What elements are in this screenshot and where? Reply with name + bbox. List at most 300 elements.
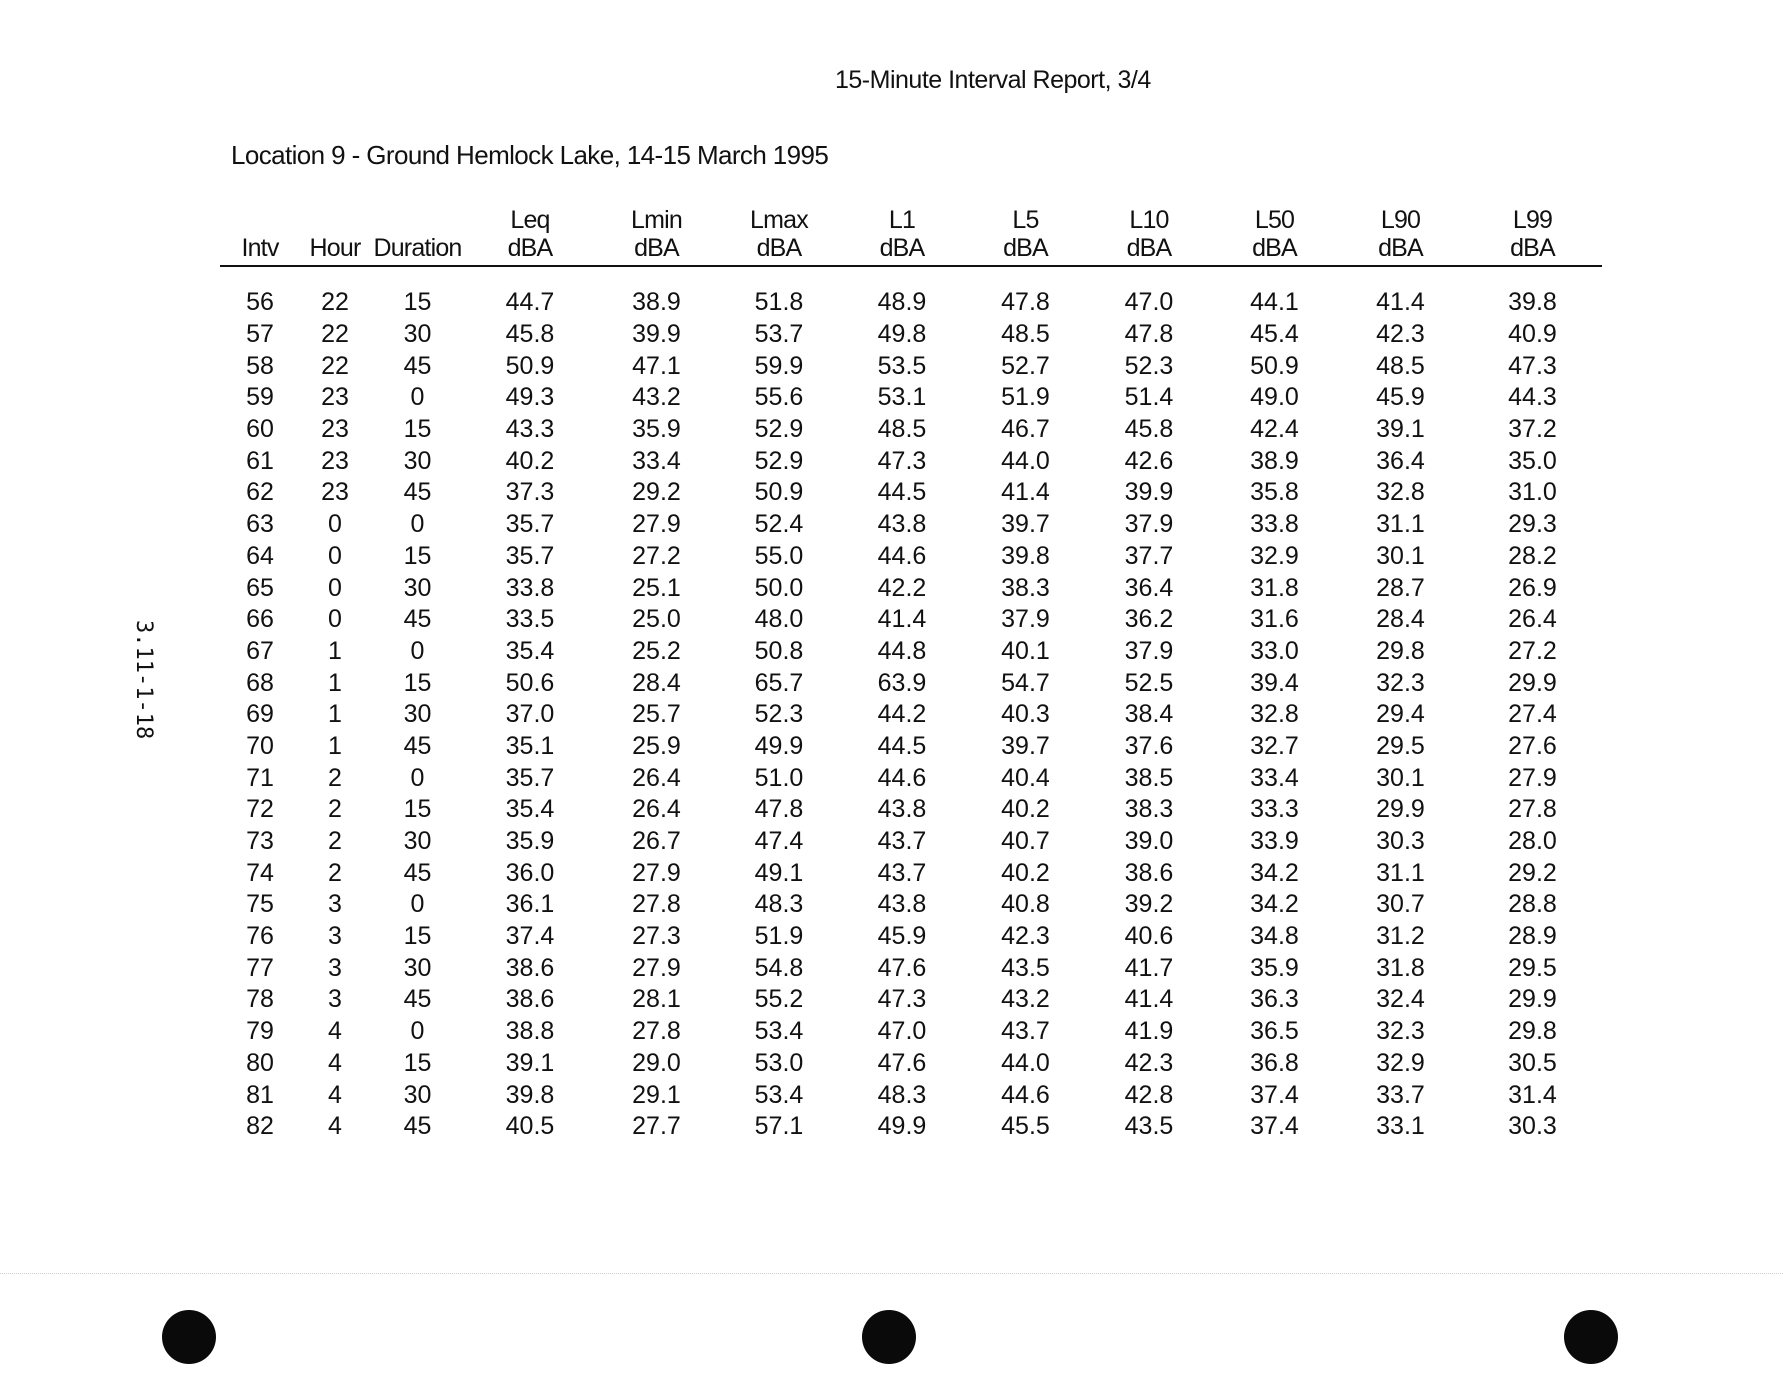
table-cell: 53.4 <box>754 1080 804 1109</box>
table-cell: 63.9 <box>877 668 927 697</box>
table-cell: 52.7 <box>1001 351 1050 380</box>
table-cell: 27.3 <box>632 922 681 951</box>
table-cell: 49.9 <box>754 731 804 760</box>
table-cell: 82 <box>246 1112 274 1141</box>
column-header-name: Lmax <box>750 206 808 234</box>
table-cell: 68 <box>246 668 274 697</box>
table-cell: 31.1 <box>1376 510 1425 539</box>
table-cell: 35.4 <box>505 636 555 665</box>
column-header-unit: Hour <box>309 234 361 262</box>
table-cell: 49.9 <box>877 1112 927 1141</box>
table-cell: 27.7 <box>632 1112 681 1141</box>
table-cell: 30 <box>403 446 432 475</box>
table-cell: 23 <box>321 446 349 475</box>
table-cell: 54.7 <box>1001 668 1050 697</box>
table-cell: 43.5 <box>1001 953 1050 982</box>
table-cell: 48.5 <box>877 415 927 444</box>
table-cell: 43.2 <box>632 383 681 412</box>
table-cell: 37.6 <box>1124 731 1174 760</box>
table-cell: 29.8 <box>1376 636 1425 665</box>
table-cell: 50.6 <box>505 668 555 697</box>
table-cell: 23 <box>321 415 349 444</box>
table-cell: 40.8 <box>1001 890 1050 919</box>
table-cell: 35.7 <box>505 763 555 792</box>
table-cell: 30 <box>403 320 432 349</box>
table-cell: 15 <box>403 668 432 697</box>
table-cell: 37.9 <box>1124 510 1174 539</box>
table-cell: 45.5 <box>1001 1112 1050 1141</box>
table-row <box>220 509 1602 541</box>
table-cell: 22 <box>321 288 349 317</box>
table-cell: 26.4 <box>1508 605 1557 634</box>
table-row <box>220 1079 1602 1111</box>
table-cell: 31.1 <box>1376 858 1425 887</box>
column-header-name: L90 <box>1380 206 1421 234</box>
table-cell: 15 <box>403 795 432 824</box>
table-cell: 80 <box>246 1048 274 1077</box>
table-cell: 47.3 <box>1508 351 1557 380</box>
column-header <box>1087 206 1211 266</box>
table-cell: 2 <box>328 763 342 792</box>
table-cell: 49.8 <box>877 320 927 349</box>
column-header-unit: dBA <box>879 234 925 262</box>
table-cell: 67 <box>246 636 274 665</box>
location-title: Location 9 - Ground Hemlock Lake, 14-15 March 1995 <box>231 140 829 170</box>
table-cell: 29.1 <box>632 1080 681 1109</box>
column-header-unit: dBA <box>1252 234 1297 262</box>
table-cell: 30 <box>403 573 432 602</box>
table-cell: 45 <box>403 351 432 380</box>
table-cell: 59 <box>246 383 274 412</box>
column-header-unit: Duration <box>373 234 462 262</box>
table-cell: 37.4 <box>1250 1080 1299 1109</box>
table-cell: 28.8 <box>1508 890 1557 919</box>
column-header-name: Leq <box>510 206 550 234</box>
table-row <box>220 604 1602 636</box>
table-cell: 29.9 <box>1508 668 1557 697</box>
table-cell: 33.4 <box>632 446 681 475</box>
table-cell: 22 <box>321 320 349 349</box>
table-cell: 75 <box>246 890 274 919</box>
table-cell: 27.8 <box>632 890 681 919</box>
table-cell: 36.2 <box>1124 605 1174 634</box>
table-cell: 26.7 <box>632 827 681 856</box>
table-row <box>220 826 1602 858</box>
table-cell: 40.1 <box>1001 636 1050 665</box>
table-cell: 35.1 <box>505 731 555 760</box>
table-cell: 29.8 <box>1508 1017 1557 1046</box>
table-cell: 52.5 <box>1124 668 1174 697</box>
table-cell: 69 <box>246 700 274 729</box>
table-cell: 39.9 <box>632 320 681 349</box>
table-cell: 42.6 <box>1124 446 1174 475</box>
table-cell: 60 <box>246 415 274 444</box>
table-cell: 36.0 <box>505 858 555 887</box>
table-cell: 30.7 <box>1376 890 1425 919</box>
table-cell: 37.9 <box>1001 605 1050 634</box>
table-cell: 52.9 <box>754 415 804 444</box>
table-cell: 35.8 <box>1250 478 1299 507</box>
table-cell: 44.3 <box>1508 383 1557 412</box>
table-row <box>220 266 1602 319</box>
table-cell: 47.8 <box>754 795 804 824</box>
table-cell: 3 <box>328 922 342 951</box>
table-cell: 49.0 <box>1250 383 1299 412</box>
table-cell: 42.8 <box>1124 1080 1174 1109</box>
table-cell: 63 <box>246 510 274 539</box>
table-cell: 44.7 <box>505 288 555 317</box>
table-cell: 43.3 <box>505 415 555 444</box>
table-cell: 79 <box>246 1017 274 1046</box>
table-cell: 33.9 <box>1250 827 1299 856</box>
table-cell: 45 <box>403 985 432 1014</box>
table-cell: 32.9 <box>1376 1048 1425 1077</box>
table-cell: 37.0 <box>505 700 555 729</box>
table-cell: 54.8 <box>754 953 804 982</box>
table-cell: 36.1 <box>505 890 555 919</box>
table-cell: 0 <box>410 890 425 919</box>
table-cell: 44.1 <box>1250 288 1299 317</box>
table-cell: 28.4 <box>632 668 681 697</box>
table-row <box>220 382 1602 414</box>
table-cell: 39.8 <box>1001 541 1050 570</box>
table-cell: 26.4 <box>632 763 681 792</box>
table-cell: 47.6 <box>877 953 927 982</box>
table-row <box>220 1111 1602 1143</box>
table-cell: 23 <box>321 383 349 412</box>
table-cell: 35.7 <box>505 510 555 539</box>
table-cell: 33.1 <box>1376 1112 1425 1141</box>
table-cell: 42.3 <box>1376 320 1425 349</box>
table-cell: 39.1 <box>505 1048 555 1077</box>
table-cell: 47.0 <box>877 1017 927 1046</box>
table-row <box>220 762 1602 794</box>
table-cell: 39.8 <box>505 1080 555 1109</box>
table-cell: 45.4 <box>1250 320 1299 349</box>
table-cell: 47.3 <box>877 446 927 475</box>
table-cell: 28.1 <box>632 985 681 1014</box>
table-row <box>220 1048 1602 1080</box>
table-cell: 58 <box>246 351 274 380</box>
table-cell: 57 <box>246 320 274 349</box>
table-cell: 26.9 <box>1508 573 1557 602</box>
table-cell: 42.3 <box>1124 1048 1174 1077</box>
table-cell: 77 <box>246 953 274 982</box>
table-cell: 59.9 <box>754 351 804 380</box>
table-cell: 27.8 <box>632 1017 681 1046</box>
table-cell: 36.4 <box>1124 573 1174 602</box>
table-cell: 52.4 <box>754 510 804 539</box>
table-cell: 48.0 <box>754 605 804 634</box>
table-cell: 35.0 <box>1508 446 1557 475</box>
table-cell: 38.3 <box>1001 573 1050 602</box>
table-cell: 40.2 <box>1001 858 1050 887</box>
table-cell: 47.8 <box>1124 320 1174 349</box>
table-cell: 33.0 <box>1250 636 1299 665</box>
table-cell: 40.6 <box>1124 922 1174 951</box>
report-title: 15-Minute Interval Report, 3/4 <box>835 66 1151 94</box>
table-cell: 33.8 <box>505 573 555 602</box>
table-cell: 27.2 <box>632 541 681 570</box>
table-cell: 30.5 <box>1508 1048 1557 1077</box>
table-cell: 0 <box>410 636 425 665</box>
table-cell: 0 <box>328 541 342 570</box>
table-cell: 37.7 <box>1124 541 1174 570</box>
table-cell: 65 <box>246 573 274 602</box>
table-cell: 1 <box>328 636 342 665</box>
table-cell: 43.7 <box>877 827 927 856</box>
table-cell: 36.5 <box>1250 1017 1299 1046</box>
table-cell: 32.3 <box>1376 1017 1425 1046</box>
table-cell: 2 <box>328 827 342 856</box>
table-cell: 40.5 <box>505 1112 555 1141</box>
table-cell: 3 <box>328 985 342 1014</box>
table-cell: 50.8 <box>754 636 804 665</box>
table-cell: 48.9 <box>877 288 927 317</box>
table-cell: 47.3 <box>877 985 927 1014</box>
table-cell: 4 <box>328 1017 342 1046</box>
table-cell: 30.3 <box>1508 1112 1557 1141</box>
table-cell: 45 <box>403 1112 432 1141</box>
table-cell: 28.0 <box>1508 827 1557 856</box>
column-header-name: L5 <box>1012 206 1039 234</box>
table-cell: 31.4 <box>1508 1080 1557 1109</box>
column-header <box>220 206 300 266</box>
table-cell: 36.4 <box>1376 446 1425 475</box>
table-cell: 38.3 <box>1124 795 1174 824</box>
table-cell: 39.1 <box>1376 415 1425 444</box>
table-row <box>220 445 1602 477</box>
column-header-name <box>220 206 300 234</box>
table-cell: 41.4 <box>877 605 927 634</box>
table-cell: 38.9 <box>1250 446 1299 475</box>
table-cell: 46.7 <box>1001 415 1050 444</box>
table-cell: 1 <box>328 668 342 697</box>
table-cell: 48.3 <box>877 1080 927 1109</box>
table-cell: 34.2 <box>1250 890 1299 919</box>
table-cell: 31.0 <box>1508 478 1557 507</box>
table-cell: 39.0 <box>1124 827 1174 856</box>
table-row <box>220 699 1602 731</box>
table-cell: 1 <box>328 700 342 729</box>
table-cell: 45.9 <box>877 922 927 951</box>
table-cell: 37.4 <box>1250 1112 1299 1141</box>
column-header-name <box>300 206 370 234</box>
table-cell: 0 <box>410 510 425 539</box>
table-cell: 42.3 <box>1001 922 1050 951</box>
table-cell: 29.0 <box>632 1048 681 1077</box>
table-cell: 35.7 <box>505 541 555 570</box>
table-cell: 37.4 <box>505 922 555 951</box>
column-header-unit: Intv <box>241 234 279 262</box>
table-row <box>220 541 1602 573</box>
footer-divider <box>0 1273 1783 1274</box>
table-cell: 49.1 <box>754 858 804 887</box>
table-cell: 35.9 <box>505 827 555 856</box>
table-header <box>220 206 1602 266</box>
table-cell: 48.3 <box>754 890 804 919</box>
table-cell: 47.6 <box>877 1048 927 1077</box>
punch-hole-right <box>1564 1310 1618 1364</box>
table-cell: 47.4 <box>754 827 804 856</box>
table-cell: 30 <box>403 827 432 856</box>
table-cell: 27.9 <box>632 858 681 887</box>
column-header-name: L1 <box>888 206 916 234</box>
table-cell: 43.8 <box>877 890 927 919</box>
column-header-unit: dBA <box>756 234 802 262</box>
table-cell: 43.7 <box>1001 1017 1050 1046</box>
column-header-unit: dBA <box>634 234 679 262</box>
table-cell: 41.7 <box>1124 953 1174 982</box>
table-row <box>220 731 1602 763</box>
table-cell: 40.7 <box>1001 827 1050 856</box>
column-header <box>964 206 1087 266</box>
table-cell: 42.2 <box>877 573 927 602</box>
table-cell: 52.3 <box>754 700 804 729</box>
table-cell: 28.7 <box>1376 573 1425 602</box>
table-cell: 73 <box>246 827 274 856</box>
table-cell: 72 <box>246 795 274 824</box>
table-cell: 51.4 <box>1124 383 1174 412</box>
table-cell: 22 <box>321 351 349 380</box>
table-row <box>220 984 1602 1016</box>
table-row <box>220 636 1602 668</box>
table-cell: 2 <box>328 795 342 824</box>
table-row <box>220 857 1602 889</box>
table-row <box>220 350 1602 382</box>
table-row <box>220 921 1602 953</box>
table-cell: 41.4 <box>1001 478 1050 507</box>
table-cell: 40.4 <box>1001 763 1050 792</box>
table-cell: 30 <box>403 1080 432 1109</box>
page-code: 3.11-1-18 <box>131 620 156 740</box>
table-cell: 31.6 <box>1250 605 1299 634</box>
table-cell: 38.6 <box>505 953 555 982</box>
table-cell: 45 <box>403 605 432 634</box>
column-header-name: L50 <box>1254 206 1295 234</box>
table-cell: 74 <box>246 858 274 887</box>
table-cell: 27.9 <box>1508 763 1557 792</box>
column-header <box>1211 206 1338 266</box>
table-cell: 45.8 <box>1124 415 1174 444</box>
table-cell: 30 <box>403 700 432 729</box>
table-cell: 32.8 <box>1250 700 1299 729</box>
table-cell: 45.8 <box>505 320 555 349</box>
column-header <box>840 206 964 266</box>
table-cell: 0 <box>328 510 342 539</box>
table-cell: 65.7 <box>754 668 804 697</box>
table-cell: 28.4 <box>1376 605 1425 634</box>
table-cell: 44.5 <box>877 731 927 760</box>
table-cell: 44.0 <box>1001 446 1050 475</box>
table-cell: 39.4 <box>1250 668 1299 697</box>
table-cell: 35.9 <box>632 415 681 444</box>
table-cell: 39.2 <box>1124 890 1174 919</box>
table-cell: 56 <box>246 288 274 317</box>
table-cell: 50.9 <box>1250 351 1299 380</box>
interval-data-table <box>220 206 1602 1143</box>
table-cell: 32.8 <box>1376 478 1425 507</box>
table-cell: 15 <box>403 288 432 317</box>
column-header-unit: dBA <box>1510 234 1555 262</box>
table-cell: 33.5 <box>505 605 555 634</box>
column-header <box>465 206 595 266</box>
table-row <box>220 1016 1602 1048</box>
table-cell: 43.8 <box>877 510 927 539</box>
table-cell: 1 <box>328 731 342 760</box>
table-cell: 39.7 <box>1001 510 1050 539</box>
table-cell: 35.9 <box>1250 953 1299 982</box>
header-row <box>220 206 1602 266</box>
table-cell: 28.2 <box>1508 541 1557 570</box>
table-cell: 33.8 <box>1250 510 1299 539</box>
table-cell: 53.7 <box>754 320 804 349</box>
table-cell: 32.4 <box>1376 985 1425 1014</box>
table-row <box>220 572 1602 604</box>
table-cell: 44.2 <box>877 700 927 729</box>
table-cell: 31.2 <box>1376 922 1425 951</box>
table-cell: 27.9 <box>632 510 681 539</box>
table-cell: 25.9 <box>632 731 681 760</box>
table-cell: 55.0 <box>754 541 804 570</box>
table-cell: 76 <box>246 922 274 951</box>
table-cell: 37.3 <box>505 478 555 507</box>
table-cell: 33.3 <box>1250 795 1299 824</box>
table-cell: 15 <box>403 541 432 570</box>
table-cell: 0 <box>410 383 425 412</box>
column-header <box>595 206 718 266</box>
table-cell: 53.1 <box>877 383 927 412</box>
table-cell: 38.9 <box>632 288 681 317</box>
column-header <box>300 206 370 266</box>
table-cell: 33.4 <box>1250 763 1299 792</box>
column-header <box>370 206 465 266</box>
table-cell: 30 <box>403 953 432 982</box>
table-body <box>220 266 1602 1143</box>
table-cell: 52.3 <box>1124 351 1174 380</box>
table-cell: 43.5 <box>1124 1112 1174 1141</box>
table-cell: 0 <box>410 1017 425 1046</box>
table-cell: 4 <box>328 1080 342 1109</box>
table-cell: 49.3 <box>505 383 555 412</box>
table-cell: 39.8 <box>1508 288 1557 317</box>
column-header <box>1338 206 1463 266</box>
table-cell: 51.8 <box>754 288 804 317</box>
table-cell: 39.9 <box>1124 478 1174 507</box>
table-cell: 25.7 <box>632 700 681 729</box>
table-cell: 44.6 <box>1001 1080 1050 1109</box>
table-cell: 43.2 <box>1001 985 1050 1014</box>
table-cell: 30.1 <box>1376 541 1425 570</box>
table-cell: 37.2 <box>1508 415 1557 444</box>
table-cell: 53.0 <box>754 1048 804 1077</box>
table-cell: 29.3 <box>1508 510 1557 539</box>
table-cell: 0 <box>328 605 342 634</box>
punch-hole-left <box>162 1310 216 1364</box>
table-cell: 25.0 <box>632 605 681 634</box>
table-cell: 44.6 <box>877 541 927 570</box>
table-cell: 70 <box>246 731 274 760</box>
table-cell: 26.4 <box>632 795 681 824</box>
table-cell: 52.9 <box>754 446 804 475</box>
table-cell: 36.8 <box>1250 1048 1299 1077</box>
table-cell: 47.0 <box>1124 288 1174 317</box>
table-cell: 25.2 <box>632 636 681 665</box>
table-cell: 32.7 <box>1250 731 1299 760</box>
table-cell: 44.8 <box>877 636 927 665</box>
table-cell: 38.8 <box>505 1017 555 1046</box>
table-cell: 38.6 <box>1124 858 1174 887</box>
